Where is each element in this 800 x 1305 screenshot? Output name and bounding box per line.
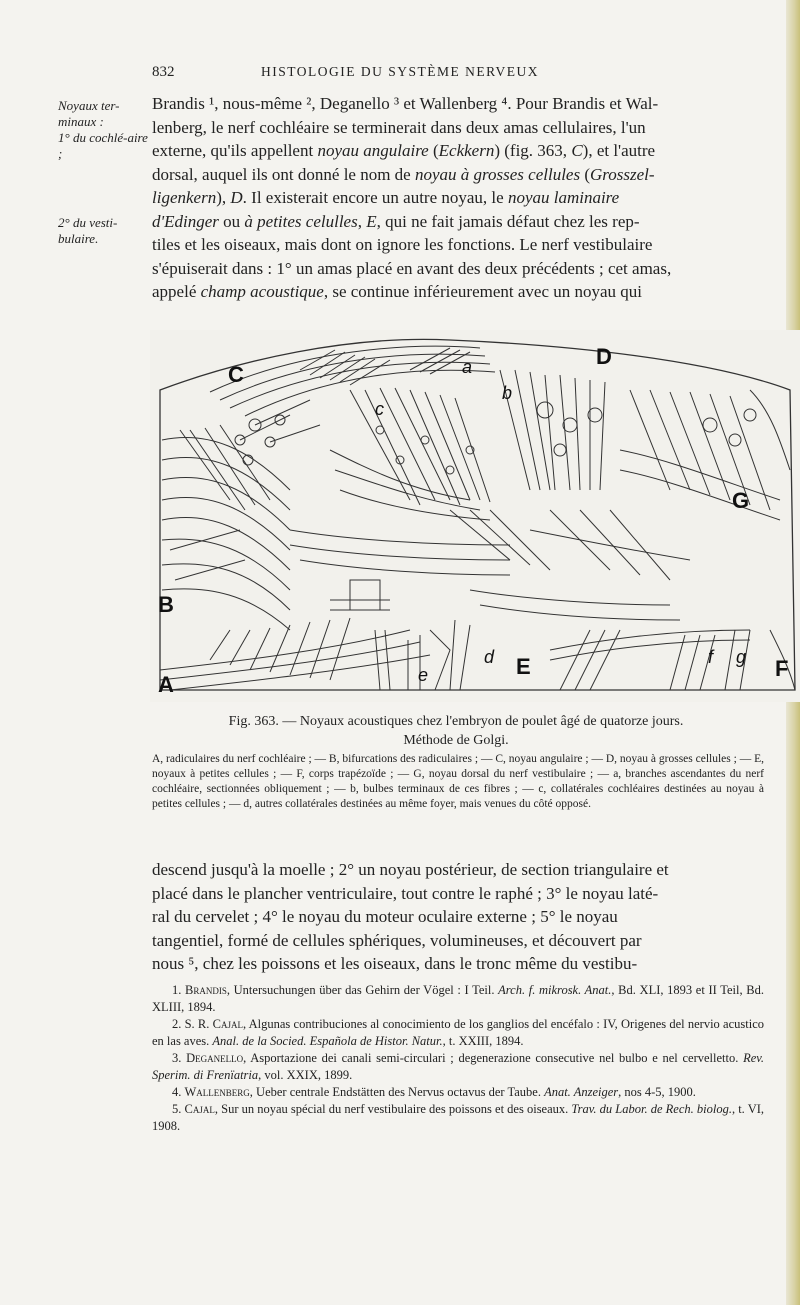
fig-label-c: c (375, 399, 384, 419)
fig-label-G: G (732, 488, 750, 513)
margin-note-vestibulaire: 2° du vesti-bulaire. (58, 215, 118, 246)
fig-label-a: a (462, 357, 473, 377)
running-title: HISTOLOGIE DU SYSTÈME NERVEUX (260, 64, 540, 79)
caption-method: Méthode de Golgi. (403, 733, 509, 748)
paragraph-2: descend jusqu'à la moelle ; 2° un noyau postérieur, de section triangulaire et placé dans le plancher ventriculaire, tout contre le raphé ; 3° le noyau laté- ral du cervelet ; 4° le noyau du moteur oculaire externe ; 5° le noyau tangentiel, formé de cellules sphériques, volumineuses, et découvert par nous ⁵, chez les poissons et les oiseaux, dans le tronc même du vestibu- (152, 860, 669, 973)
page-number: 832 (152, 64, 175, 80)
figure-legend: A, radiculaires du nerf cochléaire ; — B, bifurcations des radiculaires ; — C, noyau angulaire ; — D, noyau à grosses cellules ; — E, noyaux à petites cellules ; — F, corps trapézoïde ; — G, noyau dorsal du nerf vestibulaire ; — a, branches ascendantes du nerf cochléaire, sectionnées obliquement ; — b, bulbes terminaux de ces fibres ; — c, collatérales cochléaires destinées au noyau à petites cellules ; — d, autres collatérales destinées au même foyer, mais venues du côté opposé. (152, 753, 764, 810)
fig-label-B: B (158, 592, 174, 617)
figure-363 (150, 330, 800, 702)
margin-note-cochleaire: 1° du cochlé-aire ; (58, 130, 148, 161)
fig-label-E: E (516, 654, 531, 679)
footnote-1: 1. Brandis, Untersuchungen über das Gehirn der Vögel : I Teil. Arch. f. mikrosk. Anat., Bd. XLI, 1893 et II Teil, Bd. XLIII, 1894. (152, 983, 764, 1014)
margin-note-noyaux-terminaux: Noyaux ter-minaux : (58, 98, 120, 129)
footnote-3: 3. Deganello, Asportazione dei canali semi-circulari ; degenerazione consecutive nel bulbo e nel cervelletto. Rev. Sperim. di Frenïatria, vol. XXIX, 1899. (152, 1051, 765, 1082)
page-header (0, 64, 800, 86)
fig-label-F: F (775, 656, 789, 681)
fig-label-f: f (708, 647, 714, 667)
footnote-5: 5. Cajal, Sur un noyau spécial du nerf vestibulaire des poissons et des oiseaux. Trav. du Labor. de Rech. biolog., t. VI, 1908. (152, 1102, 765, 1133)
fig-label-b: b (502, 383, 513, 403)
fig-label-d: d (484, 647, 495, 667)
caption-title: Fig. 363. — Noyaux acoustiques chez l'embryon de poulet âgé de quatorze jours. (228, 714, 684, 729)
fig-label-D: D (596, 344, 612, 369)
golgi-illustration (150, 330, 800, 702)
fig-label-g: g (736, 647, 747, 667)
figure-caption (150, 712, 762, 750)
fig-label-e: e (418, 665, 429, 685)
fig-label-C: C (228, 362, 244, 387)
footnote-4: 4. Wallenberg, Ueber centrale Endstätten des Nervus octavus der Taube. Anat. Anzeiger, nos 4-5, 1900. (172, 1085, 696, 1099)
fig-label-A: A (158, 672, 174, 697)
footnote-2: 2. S. R. Cajal, Algunas contribuciones al conocimiento de los ganglios del encéfalo : IV, Origenes del nervio acustico en las aves. Anal. de la Socied. Española de Histor. Natur., t. XXIII, 1894. (152, 1017, 764, 1048)
paragraph-1: Brandis ¹, nous-même ², Deganello ³ et Wallenberg ⁴. Pour Brandis et Wal- lenberg, le nerf cochléaire se terminerait dans deux amas cellulaires, l'un externe, qu'ils appellent noyau angulaire (Eckkern) (fig. 363, C), et l'autre dorsal, auquel ils ont donné le nom de noyau à grosses cellules (Grosszel- ligenkern), D. Il existerait encore un autre noyau, le noyau laminaire d'Edinger ou à petites celulles, E, qui ne fait jamais défaut chez les rep- tiles et les oiseaux, mais dont on ignore les fonctions. Le nerf vestibulaire s'épuiserait dans : 1° un amas placé en avant des deux précédents ; cet amas, appelé champ acoustique, se continue inférieurement avec un noyau qui (152, 94, 672, 301)
footnotes (152, 982, 764, 1135)
